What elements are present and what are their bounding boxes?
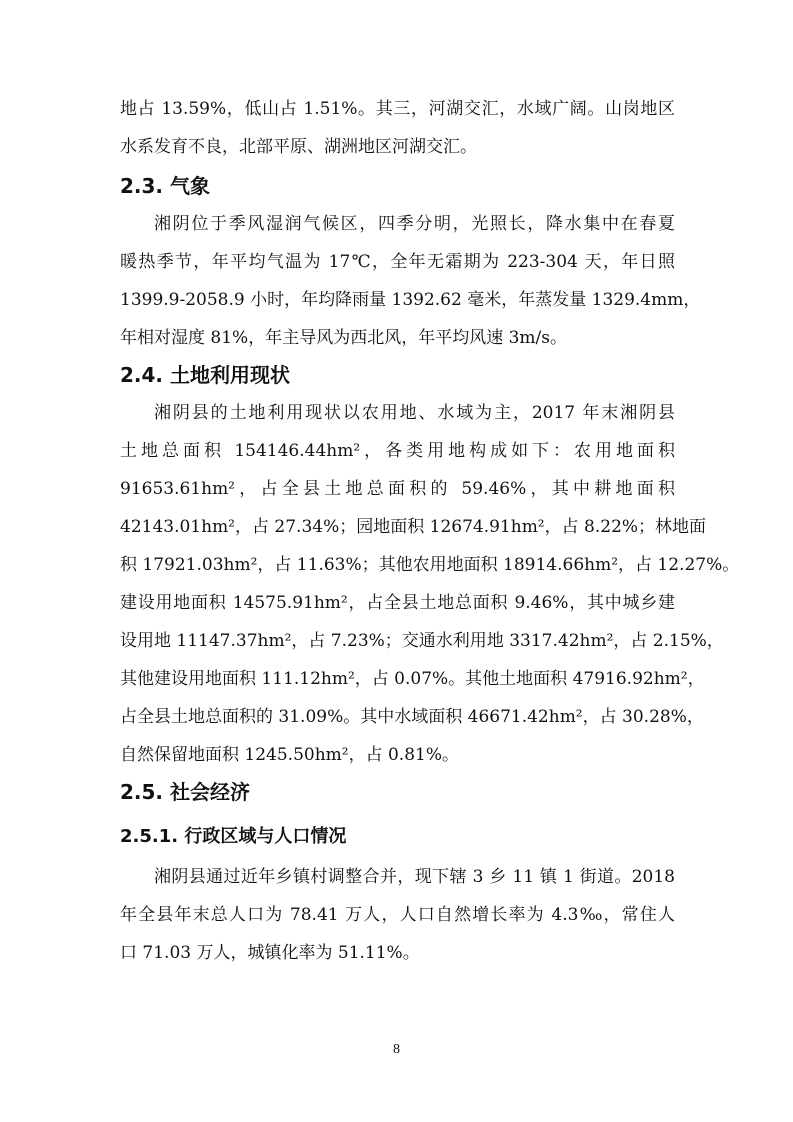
- paragraph-line: 湘阴县通过近年乡镇村调整合并，现下辖 3 乡 11 镇 1 街道。2018: [154, 867, 675, 887]
- paragraph-line: 年全县年末总人口为 78.41 万人，人口自然增长率为 4.3‰，常住人: [120, 905, 675, 925]
- paragraph-line: 暖热季节，年平均气温为 17℃，全年无霜期为 223-304 天，年日照: [120, 252, 675, 272]
- paragraph-line: 自然保留地面积 1245.50hm²，占 0.81%。: [120, 745, 459, 765]
- paragraph-line: 口 71.03 万人，城镇化率为 51.11%。: [120, 943, 420, 963]
- section-heading-2-5: 2.5. 社会经济: [120, 780, 250, 804]
- paragraph-line: 地占 13.59%，低山占 1.51%。其三，河湖交汇，水域广阔。山岗地区: [120, 99, 675, 119]
- paragraph-line: 设用地 11147.37hm²，占 7.23%；交通水利用地 3317.42hm²，占 2.15%，: [120, 631, 724, 651]
- page-number: 8: [393, 1042, 400, 1057]
- paragraph-line: 1399.9-2058.9 小时，年均降雨量 1392.62 毫米，年蒸发量 1329.4mm，: [120, 290, 701, 310]
- paragraph-line: 积 17921.03hm²，占 11.63%；其他农用地面积 18914.66hm²，占 12.27%。: [120, 555, 740, 575]
- section-heading-2-5-1: 2.5.1. 行政区域与人口情况: [120, 826, 347, 847]
- paragraph-line: 91653.61hm²，占全县土地总面积的 59.46%，其中耕地面积: [120, 479, 675, 499]
- paragraph-line: 42143.01hm²，占 27.34%；园地面积 12674.91hm²，占 8.22%；林地面: [120, 517, 707, 537]
- paragraph-line: 湘阴位于季风湿润气候区，四季分明，光照长，降水集中在春夏: [154, 214, 675, 234]
- paragraph-line: 其他建设用地面积 111.12hm²，占 0.07%。其他土地面积 47916.92hm²，: [120, 669, 705, 689]
- paragraph-line: 年相对湿度 81%，年主导风为西北风，年平均风速 3m/s。: [120, 328, 567, 348]
- section-heading-2-4: 2.4. 土地利用现状: [120, 363, 290, 387]
- section-heading-2-3: 2.3. 气象: [120, 174, 210, 198]
- paragraph-line: 水系发育不良，北部平原、湖洲地区河湖交汇。: [120, 137, 477, 157]
- paragraph-line: 土地总面积 154146.44hm²，各类用地构成如下：农用地面积: [120, 441, 675, 461]
- paragraph-line: 建设用地面积 14575.91hm²，占全县土地总面积 9.46%，其中城乡建: [120, 593, 675, 613]
- paragraph-line: 湘阴县的土地利用现状以农用地、水域为主，2017 年末湘阴县: [154, 403, 675, 423]
- paragraph-line: 占全县土地总面积的 31.09%。其中水域面积 46671.42hm²，占 30.28%，: [120, 707, 704, 727]
